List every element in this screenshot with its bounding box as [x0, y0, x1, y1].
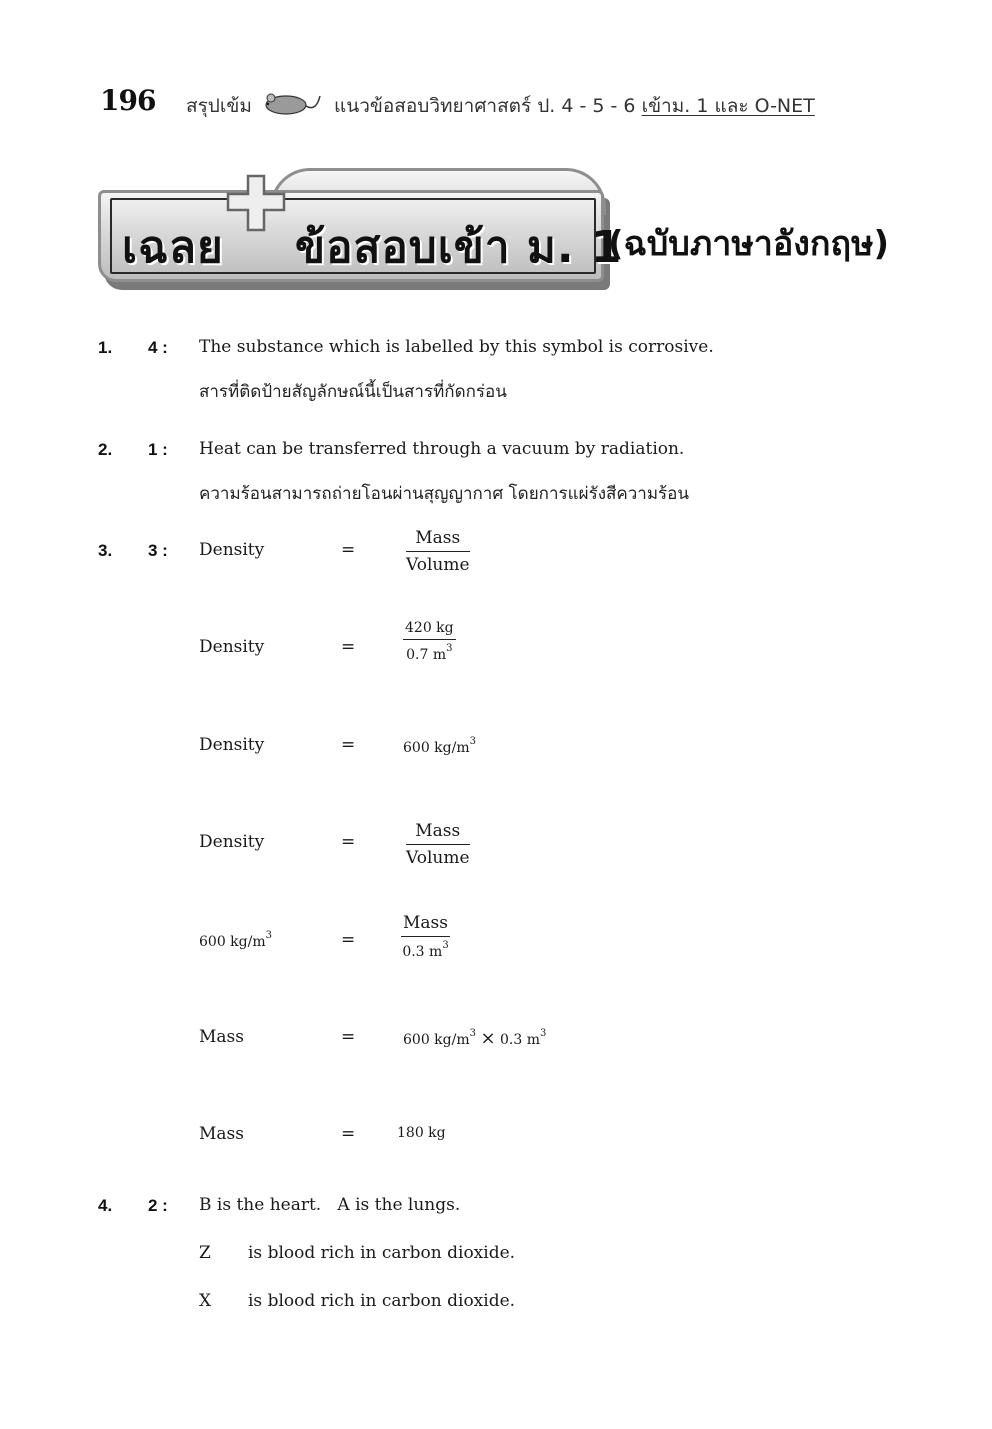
- equation-lhs: Mass: [199, 1027, 244, 1047]
- line-label: X: [199, 1291, 212, 1311]
- denominator: Volume: [406, 555, 470, 575]
- equals-sign: =: [341, 1124, 356, 1144]
- numerator: 420 kg: [405, 620, 454, 636]
- answer-number: 2.: [98, 440, 113, 459]
- numerator: Mass: [415, 821, 461, 841]
- running-header: [186, 90, 815, 121]
- denominator: Volume: [406, 848, 470, 868]
- line-text: is blood rich in carbon dioxide.: [248, 1243, 516, 1263]
- line-text: is blood rich in carbon dioxide.: [248, 1291, 516, 1311]
- equation-lhs: Mass: [199, 1124, 244, 1144]
- banner-subtitle: (ฉบับภาษาอังกฤษ): [608, 224, 890, 264]
- denominator: 0.3 $m^3$: [402, 940, 449, 960]
- answer-choice: 2 :: [148, 1196, 168, 1215]
- answer-number: 4.: [98, 1196, 113, 1215]
- denominator: 0.7 $m^3$: [406, 643, 453, 663]
- fraction: [406, 821, 470, 868]
- equation-rhs: 600 $kg/m^3 \times 0.3$ $m^3$: [403, 1028, 547, 1049]
- answer-english: Heat can be transferred through a vacuum by radiation.: [199, 439, 685, 459]
- banner-word-answer: เฉลย: [122, 222, 224, 273]
- times-sign: ×: [480, 1028, 496, 1049]
- page-number: 196: [100, 84, 156, 117]
- equation-lhs: Density: [199, 832, 265, 852]
- equals-sign: =: [341, 1027, 356, 1047]
- header-title-part2: แนวข้อสอบวิทยาศาสตร์ ป. 4 - 5 - 6: [333, 95, 636, 117]
- numerator: Mass: [415, 528, 461, 548]
- equation-lhs: Density: [199, 735, 265, 755]
- banner-word-exam: ข้อสอบเข้า ม. 1: [295, 222, 623, 273]
- answer-choice: 1 :: [148, 440, 168, 459]
- answer-choice: 3 :: [148, 541, 168, 560]
- equation-lhs: Density: [199, 540, 265, 560]
- fraction: [403, 620, 456, 663]
- fraction: [406, 528, 470, 575]
- numerator: Mass: [403, 913, 448, 933]
- equals-sign: =: [341, 832, 356, 852]
- fraction: [401, 913, 450, 960]
- equals-sign: =: [341, 735, 356, 755]
- equation-rhs: 600 $kg/m^3$: [403, 736, 476, 756]
- answer-thai: ความร้อนสามารถถ่ายโอนผ่านสุญญากาศ โดยการแผ่รังสีความร้อน: [199, 484, 690, 504]
- equals-sign: =: [341, 540, 356, 560]
- answer-number: 3.: [98, 541, 113, 560]
- line-label: Z: [199, 1243, 211, 1263]
- plus-icon: [222, 172, 292, 240]
- answer-english: B is the heart. A is the lungs.: [199, 1195, 461, 1215]
- equals-sign: =: [341, 930, 356, 950]
- answer-thai: สารที่ติดป้ายสัญลักษณ์นี้เป็นสารที่กัดกร่อน: [199, 382, 507, 402]
- equation-lhs: Density: [199, 637, 265, 657]
- header-title-part1: สรุปเข้ม: [186, 95, 252, 117]
- equation-rhs: 180 kg: [397, 1125, 446, 1141]
- header-title-part3: เข้าม. 1 และ O-NET: [641, 95, 815, 117]
- answer-english: The substance which is labelled by this symbol is corrosive.: [199, 337, 714, 357]
- mouse-icon: [262, 90, 324, 121]
- equation-lhs: 600 $kg/m^3$: [199, 930, 272, 950]
- answer-choice: 4 :: [148, 338, 168, 357]
- answer-number: 1.: [98, 338, 113, 357]
- equals-sign: =: [341, 637, 356, 657]
